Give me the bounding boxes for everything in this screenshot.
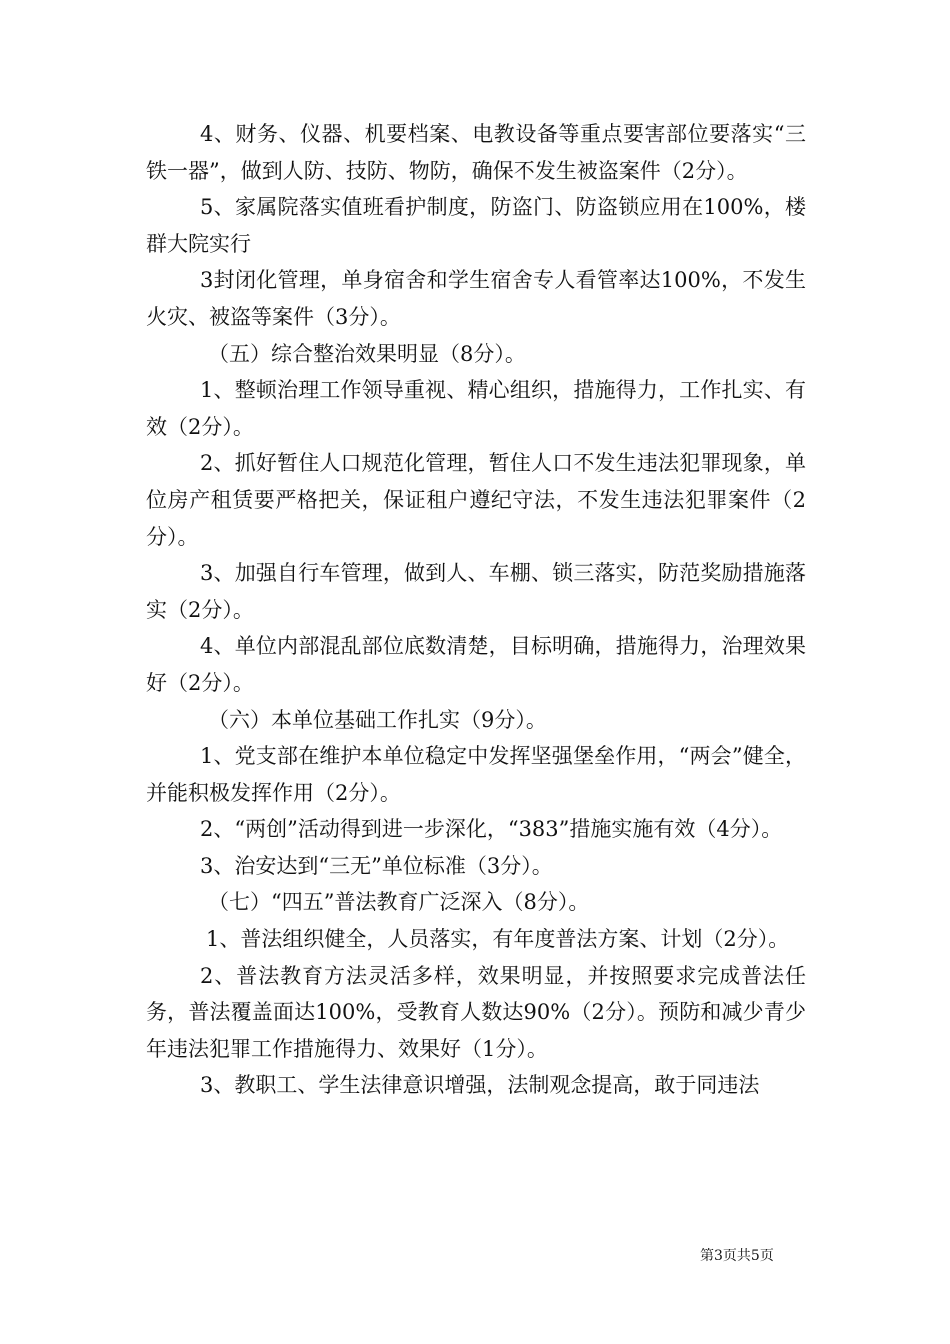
- paragraph-2: 5、家属院落实值班看护制度，防盗门、防盗锁应用在100%，楼群大院实行: [146, 195, 806, 256]
- paragraph-4: （五）综合整治效果明显（8分）。: [208, 341, 526, 366]
- paragraph-3: 3封闭化管理，单身宿舍和学生宿舍专人看管率达100%，不发生火灾、被盗等案件（3分）。: [146, 268, 806, 329]
- page-number: 第3页共5页: [700, 1248, 774, 1264]
- paragraph-11: 2、“两创”活动得到进一步深化，“383”措施实施有效（4分）。: [200, 817, 783, 842]
- paragraph-1: 4、财务、仪器、机要档案、电教设备等重点要害部位要落实“三铁一器”，做到人防、技防、物防，确保不发生被盗案件（2分）。: [146, 122, 806, 183]
- paragraph-9: （六）本单位基础工作扎实（9分）。: [208, 707, 547, 732]
- paragraph-13: （七）“四五”普法教育广泛深入（8分）。: [208, 890, 590, 915]
- document-body: [146, 116, 806, 1104]
- paragraph-16: 3、教职工、学生法律意识增强，法制观念提高，敢于同违法: [200, 1073, 760, 1098]
- paragraph-12: 3、治安达到“三无”单位标准（3分）。: [200, 853, 553, 878]
- paragraph-7: 3、加强自行车管理，做到人、车棚、锁三落实，防范奖励措施落实（2分）。: [146, 561, 806, 622]
- paragraph-6: 2、抓好暂住人口规范化管理，暂住人口不发生违法犯罪现象，单位房产租赁要严格把关，保证租户遵纪守法，不发生违法犯罪案件（2分）。: [146, 451, 806, 549]
- paragraph-10: 1、党支部在维护本单位稳定中发挥坚强堡垒作用，“两会”健全，并能积极发挥作用（2分）。: [146, 744, 806, 805]
- paragraph-8: 4、单位内部混乱部位底数清楚，目标明确，措施得力，治理效果好（2分）。: [146, 634, 806, 695]
- paragraph-5: 1、整顿治理工作领导重视、精心组织，措施得力，工作扎实、有效（2分）。: [146, 378, 806, 439]
- paragraph-14: 1、普法组织健全，人员落实，有年度普法方案、计划（2分）。: [206, 927, 790, 952]
- paragraph-15: 2、普法教育方法灵活多样，效果明显，并按照要求完成普法任务，普法覆盖面达100%，受教育人数达90%（2分）。预防和减少青少年违法犯罪工作措施得力、效果好（1分）。: [146, 963, 806, 1061]
